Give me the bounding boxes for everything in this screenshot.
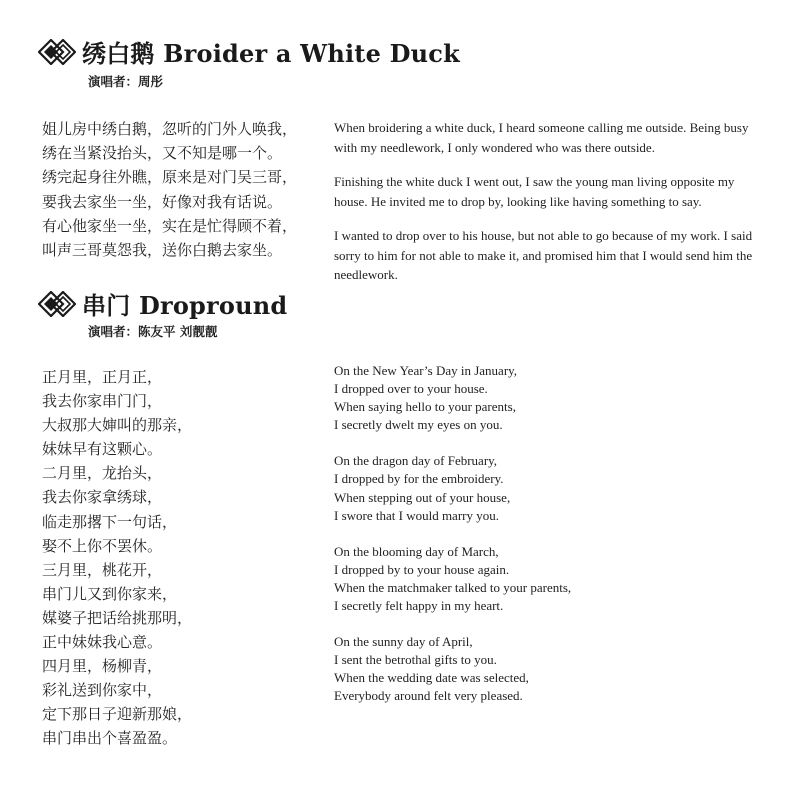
- lyric-line: 媒婆子把话给挑那明，: [42, 608, 193, 627]
- diamond-ornament-icon: [38, 291, 76, 317]
- translation-paragraph: [334, 543, 754, 615]
- translation-line: When stepping out of your house,: [334, 489, 511, 505]
- translation-line: Finishing the white duck I went out, I saw the young man living opposite my: [334, 174, 735, 189]
- translation-paragraph: [334, 452, 754, 524]
- lyric-line: 姐儿房中绣白鹅，忽听的门外人唤我，: [42, 120, 298, 138]
- song-title-en: Dropround: [138, 291, 288, 320]
- translation-line: house. He invited me to drop by, looking like having something to say.: [334, 193, 702, 209]
- translation-line: When the wedding date was selected,: [334, 670, 529, 686]
- translation-paragraph: [334, 362, 754, 434]
- lyric-line: 娶不上你不罢休。: [42, 536, 163, 555]
- song-title: [82, 34, 460, 69]
- english-translation: [334, 118, 784, 300]
- lyric-line: 四月里，杨柳青，: [42, 657, 163, 676]
- lyric-line: 临走那撂下一句话，: [42, 512, 178, 531]
- singer-credit: 演唱者：周彤: [88, 74, 164, 89]
- translation-line: I wanted to drop over to his house, but not able to go because of my work. I said: [334, 228, 753, 243]
- lyric-line: 叫声三哥莫怨我，送你白鹅去家坐。: [42, 241, 283, 260]
- lyric-line: 定下那日子迎新那娘，: [42, 705, 193, 724]
- translation-paragraph: [334, 118, 784, 157]
- translation-line: On the sunny day of April,: [334, 634, 473, 650]
- translation-line: I dropped over to your house.: [334, 381, 488, 397]
- translation-line: I sent the betrothal gifts to you.: [334, 652, 497, 668]
- translation-line: sorry to him for not able to make it, and promised him that I would send him the: [334, 247, 753, 263]
- translation-line: Everybody around felt very pleased.: [334, 688, 523, 704]
- translation-paragraph: [334, 633, 754, 705]
- translation-line: I secretly felt happy in my heart.: [334, 598, 504, 614]
- lyric-line: 二月里，龙抬头，: [42, 464, 163, 483]
- lyric-line: 串门串出个喜盈盈。: [42, 729, 178, 748]
- lyric-line: 妹妹早有这颗心。: [42, 440, 163, 459]
- song-title-en: Broider a White Duck: [163, 39, 460, 68]
- translation-line: I dropped by for the embroidery.: [334, 471, 504, 487]
- translation-paragraph: [334, 226, 784, 285]
- translation-line: When broidering a white duck, I heard someone calling me outside. Being busy: [334, 120, 749, 135]
- chinese-lyrics: [42, 365, 192, 751]
- lyric-line: 串门儿又到你家来，: [42, 584, 178, 603]
- translation-paragraph: [334, 172, 784, 211]
- chinese-lyrics: [42, 117, 297, 262]
- lyric-line: 我去你家拿绣球，: [42, 488, 163, 507]
- english-translation: [334, 362, 754, 724]
- translation-line: On the blooming day of March,: [334, 543, 499, 559]
- diamond-ornament-icon: [38, 39, 76, 65]
- singer-credit: 演唱者：陈友平 刘靓靓: [88, 324, 218, 339]
- lyric-line: 正月里，正月正，: [42, 368, 163, 386]
- translation-line: On the dragon day of February,: [334, 453, 498, 469]
- song-title: [82, 286, 287, 321]
- lyric-line: 要我去家坐一坐，好像对我有话说。: [42, 192, 283, 211]
- translation-line: On the New Year’s Day in January,: [334, 363, 518, 378]
- lyric-line: 我去你家串门门，: [42, 392, 163, 411]
- translation-line: needlework.: [334, 267, 398, 282]
- lyric-line: 绣完起身往外瞧，原来是对门吴三哥，: [42, 168, 298, 187]
- section-header-dropround: [38, 286, 287, 321]
- translation-line: When the matchmaker talked to your parents,: [334, 579, 572, 595]
- translation-line: I secretly dwelt my eyes on you.: [334, 417, 503, 433]
- lyric-line: 彩礼送到你家中，: [42, 681, 163, 700]
- lyric-line: 大叔那大婶叫的那亲，: [42, 416, 193, 435]
- translation-line: I swore that I would marry you.: [334, 507, 499, 523]
- translation-line: When saying hello to your parents,: [334, 399, 516, 415]
- song-title-zh: 绣白鹅: [82, 40, 155, 68]
- translation-line: I dropped by to your house again.: [334, 561, 510, 577]
- lyric-line: 有心他家坐一坐，实在是忙得顾不着，: [42, 216, 298, 235]
- translation-line: with my needlework, I only wondered who was there outside.: [334, 139, 655, 155]
- lyric-line: 正中妹妹我心意。: [42, 633, 163, 652]
- song-title-zh: 串门: [82, 292, 131, 320]
- lyric-line: 绣在当紧没抬头，又不知是哪一个。: [42, 144, 283, 163]
- lyric-line: 三月里，桃花开，: [42, 560, 163, 579]
- section-header-broider: [38, 34, 460, 69]
